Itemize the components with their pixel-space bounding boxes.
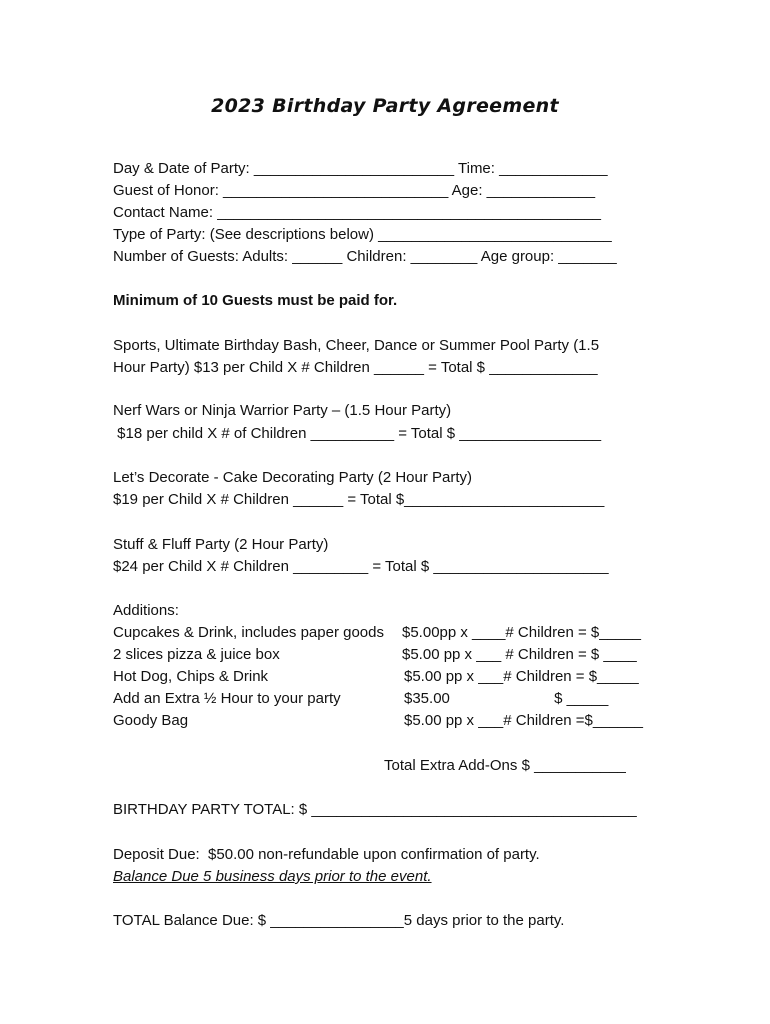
package-sports-line2[interactable]: Hour Party) $13 per Child X # Children ______ = Total $ _____________ bbox=[113, 359, 598, 376]
number-of-guests-field[interactable]: Number of Guests: Adults: ______ Children: ________ Age group: _______ bbox=[113, 248, 617, 265]
addition-price-field[interactable]: $5.00 pp x ___# Children = $_____ bbox=[404, 668, 639, 685]
addition-price-field[interactable]: $35.00 $ _____ bbox=[404, 690, 609, 707]
day-date-field[interactable]: Day & Date of Party: ________________________ Time: _____________ bbox=[113, 160, 608, 177]
type-of-party-field[interactable]: Type of Party: (See descriptions below) ____________________________ bbox=[113, 226, 612, 243]
guest-of-honor-field[interactable]: Guest of Honor: ___________________________ Age: _____________ bbox=[113, 182, 596, 199]
deposit-due-text: Deposit Due: $50.00 non-refundable upon confirmation of party. bbox=[113, 846, 540, 863]
addition-name: Cupcakes & Drink, includes paper goods bbox=[113, 624, 384, 641]
package-decorate-line1: Let’s Decorate - Cake Decorating Party (2 Hour Party) bbox=[113, 469, 473, 486]
document-title: 2023 Birthday Party Agreement bbox=[211, 95, 559, 117]
package-decorate-line2[interactable]: $19 per Child X # Children ______ = Total $________________________ bbox=[113, 491, 605, 508]
addition-price-field[interactable]: $5.00pp x ____# Children = $_____ bbox=[402, 624, 641, 641]
additions-heading: Additions: bbox=[113, 602, 179, 619]
birthday-party-total-field[interactable]: BIRTHDAY PARTY TOTAL: $ _______________________________________ bbox=[113, 801, 637, 818]
package-nerf-line1: Nerf Wars or Ninja Warrior Party – (1.5 Hour Party) bbox=[113, 402, 452, 419]
balance-due-note: Balance Due 5 business days prior to the event. bbox=[113, 868, 432, 885]
package-stuff-line2[interactable]: $24 per Child X # Children _________ = Total $ _____________________ bbox=[113, 558, 609, 575]
addition-price-field[interactable]: $5.00 pp x ___ # Children = $ ____ bbox=[402, 646, 637, 663]
minimum-guests-note: Minimum of 10 Guests must be paid for. bbox=[113, 292, 398, 309]
addition-name: Goody Bag bbox=[113, 712, 189, 729]
total-balance-due-field[interactable]: TOTAL Balance Due: $ ________________5 days prior to the party. bbox=[113, 912, 565, 929]
addition-name: Hot Dog, Chips & Drink bbox=[113, 668, 269, 685]
package-nerf-line2[interactable]: $18 per child X # of Children __________ = Total $ _________________ bbox=[113, 425, 602, 442]
package-stuff-line1: Stuff & Fluff Party (2 Hour Party) bbox=[113, 536, 329, 553]
addition-name: Add an Extra ½ Hour to your party bbox=[113, 690, 341, 707]
total-add-ons-field[interactable]: Total Extra Add-Ons $ ___________ bbox=[384, 757, 626, 774]
addition-price-field[interactable]: $5.00 pp x ___# Children =$______ bbox=[404, 712, 643, 729]
addition-name: 2 slices pizza & juice box bbox=[113, 646, 280, 663]
package-sports-line1: Sports, Ultimate Birthday Bash, Cheer, Dance or Summer Pool Party (1.5 bbox=[113, 337, 600, 354]
contact-name-field[interactable]: Contact Name: ______________________________________________ bbox=[113, 204, 601, 221]
